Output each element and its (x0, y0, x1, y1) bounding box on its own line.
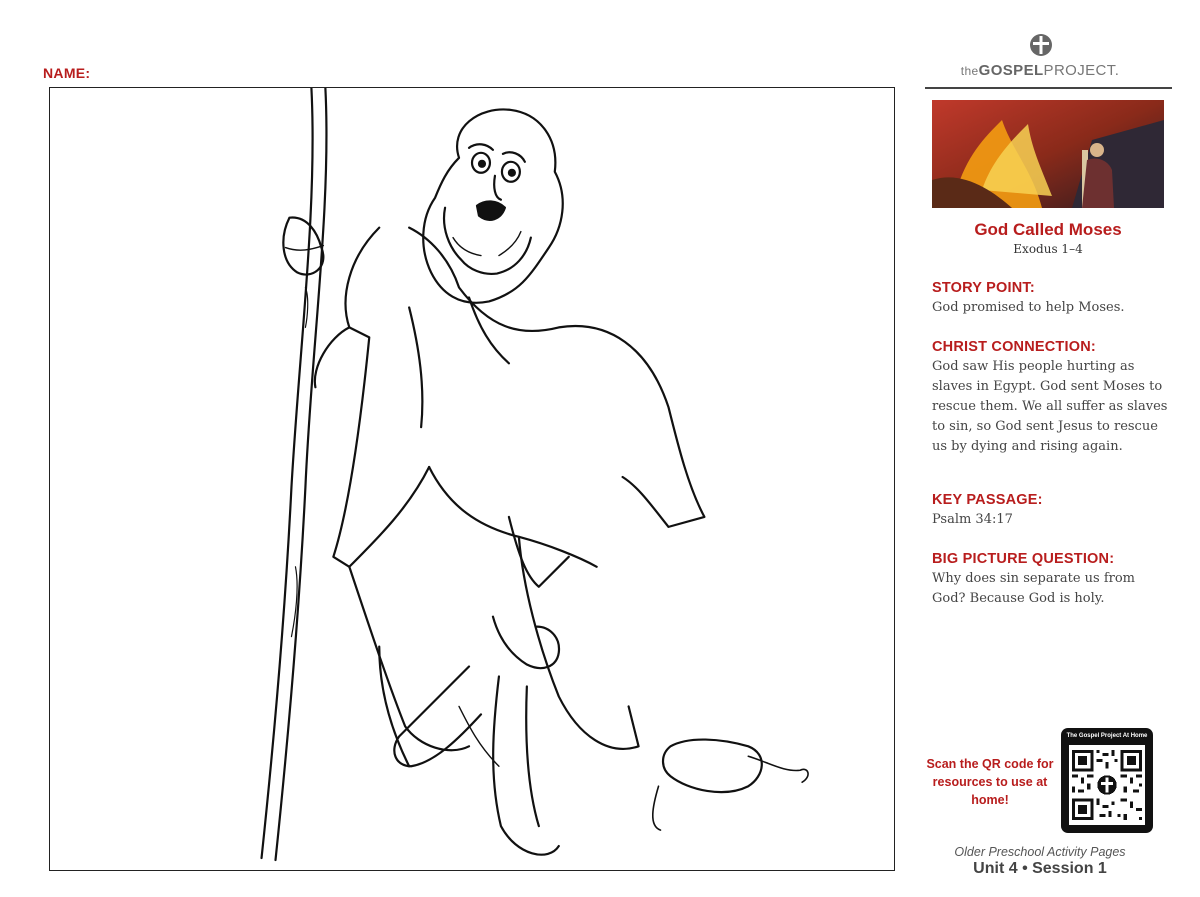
qr-prompt: Scan the QR code for resources to use at home! (926, 757, 1054, 807)
christ-connection-text: God saw His people hurting as slaves in Egypt. God sent Moses to rescue them. We all suffer as slaves to sin, so God sent Jesus to rescue us by dying and rising again. (932, 359, 1168, 454)
lesson-title: God Called Moses (974, 220, 1122, 239)
moses-line-art (50, 88, 894, 870)
story-point-heading: STORY POINT: (932, 280, 1035, 296)
story-point-text: God promised to help Moses. (932, 300, 1125, 315)
coloring-illustration-frame (49, 87, 895, 871)
brand-header (925, 30, 1172, 90)
key-passage-text: Psalm 34:17 (932, 512, 1013, 527)
brand-the: the (960, 64, 979, 78)
big-picture-question-heading: BIG PICTURE QUESTION: (932, 551, 1115, 567)
footer-unit-session: Unit 4 • Session 1 (973, 860, 1107, 877)
qr-card-title: The Gospel Project At Home (1066, 733, 1148, 739)
brand-gospel: GOSPEL (978, 62, 1044, 79)
christ-connection-heading: CHRIST CONNECTION: (932, 339, 1096, 355)
lesson-hero-image (932, 100, 1164, 208)
key-passage-heading: KEY PASSAGE: (932, 492, 1043, 508)
cross-logo-icon (1029, 33, 1053, 57)
big-picture-question-text: Why does sin separate us from God? Because God is holy. (932, 571, 1135, 606)
brand-wordmark (925, 62, 1155, 79)
name-label: NAME: (43, 65, 91, 81)
brand-divider (925, 87, 1172, 89)
footer-subtitle: Older Preschool Activity Pages (954, 845, 1126, 859)
qr-card[interactable] (1061, 728, 1153, 833)
qr-code-icon[interactable] (1069, 745, 1145, 825)
brand-project: PROJECT. (1043, 62, 1120, 79)
burning-bush-illustration (932, 100, 1164, 208)
lesson-reference: Exodus 1–4 (1013, 242, 1083, 256)
